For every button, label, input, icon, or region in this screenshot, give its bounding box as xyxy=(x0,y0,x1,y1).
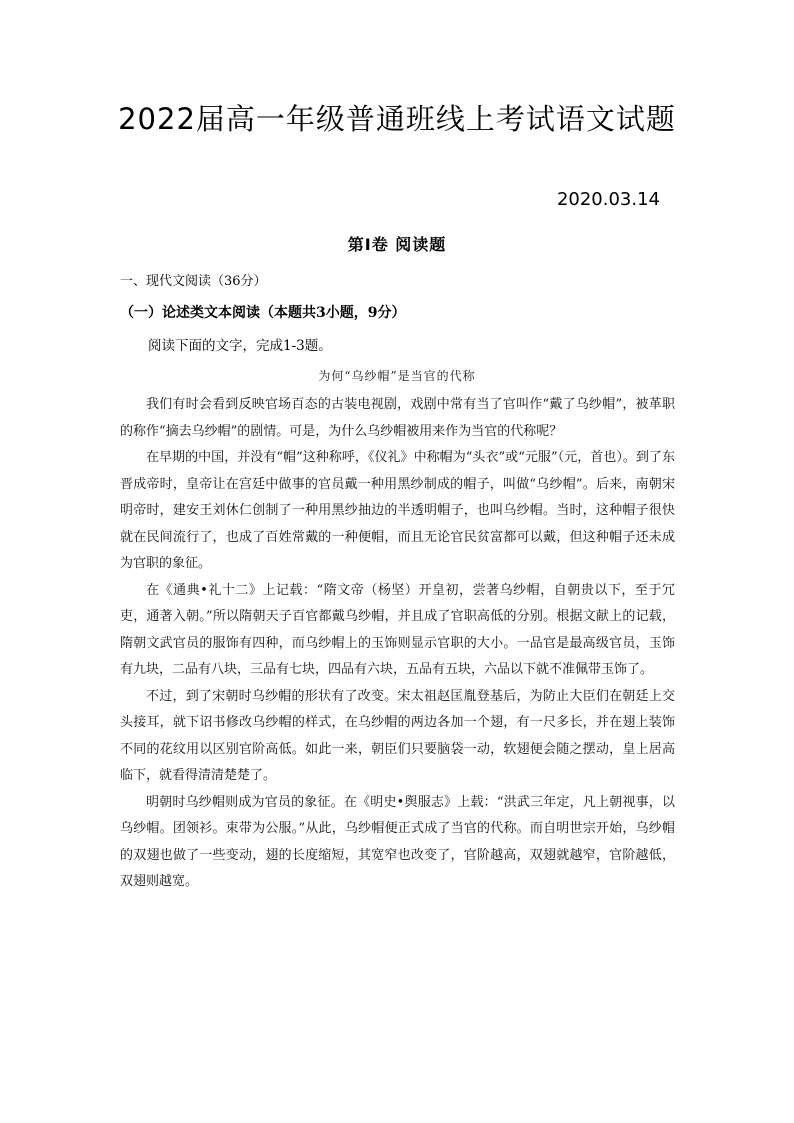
reading-instruction: 阅读下面的文字，完成1-3题。 xyxy=(148,338,332,354)
passage-paragraph: 在早期的中国，并没有“帽”这种称呼，《仪礼》中称帽为“头衣”或“元服”（元，首也）。到了东晋成帝时，皇帝让在宫廷中做事的官员戴一种用黑纱制成的帽子，叫做“乌纱帽”。后来，南朝宋明帝时，建安王刘休仁创制了一种用黑纱抽边的半透明帽子，也叫乌纱帽。当时，这种帽子很快就在民间流行了，也成了百姓常戴的一种便帽，而且无论官民贫富都可以戴，但这种帽子还未成为官职的象征。 xyxy=(120,450,675,571)
subsection-heading: （一）论述类文本阅读（本题共3小题，9分） xyxy=(120,305,406,321)
exam-date: 2020.03.14 xyxy=(556,189,660,210)
passage-paragraph: 我们有时会看到反映官场百态的古装电视剧，戏剧中常有当了官叫作“戴了乌纱帽”，被革职的称作“摘去乌纱帽”的剧情。可是，为什么乌纱帽被用来作为当官的代称呢？ xyxy=(120,397,675,439)
passage-paragraph: 不过，到了宋朝时乌纱帽的形状有了改变。宋太祖赵匡胤登基后，为防止大臣们在朝廷上交头接耳，就下诏书修改乌纱帽的样式，在乌纱帽的两边各加一个翅，有一尺多长，并在翅上装饰不同的花纹用以区别官阶高低。如此一来，朝臣们只要脑袋一动，软翅便会随之摆动，皇上居高临下，就看得清清楚楚了。 xyxy=(120,688,675,783)
passage-title: 为何“乌纱帽”是当官的代称 xyxy=(318,369,476,383)
section-heading: 一、现代文阅读（36分） xyxy=(120,274,267,289)
exam-title: 2022届高一年级普通班线上考试语文试题 xyxy=(118,102,676,136)
volume-heading: 第Ⅰ卷 阅读题 xyxy=(347,235,447,254)
passage-paragraph: 在《通典•礼十二》上记载：“隋文帝（杨坚）开皇初，尝著乌纱帽，自朝贵以下，至于冗吏，通著入朝。”所以隋朝天子百官都戴乌纱帽，并且成了官职高低的分别。根据文献上的记载，隋朝文武官员的服饰有四种，而乌纱帽上的玉饰则显示官职的大小。一品官是最高级官员，玉饰有九块，二品有八块，三品有七块，四品有六块，五品有五块，六品以下就不准佩带玉饰了。 xyxy=(120,582,675,677)
passage-paragraph: 明朝时乌纱帽则成为官员的象征。在《明史•舆服志》上载：“洪武三年定，凡上朝视事，以乌纱帽。团领衫。束带为公服。”从此，乌纱帽便正式成了当官的代称。而自明世宗开始，乌纱帽的双翅也做了一些变动，翅的长度缩短，其宽窄也改变了，官阶越高，双翅就越窄，官阶越低，双翅则越宽。 xyxy=(120,794,675,889)
passage-body xyxy=(120,392,675,896)
